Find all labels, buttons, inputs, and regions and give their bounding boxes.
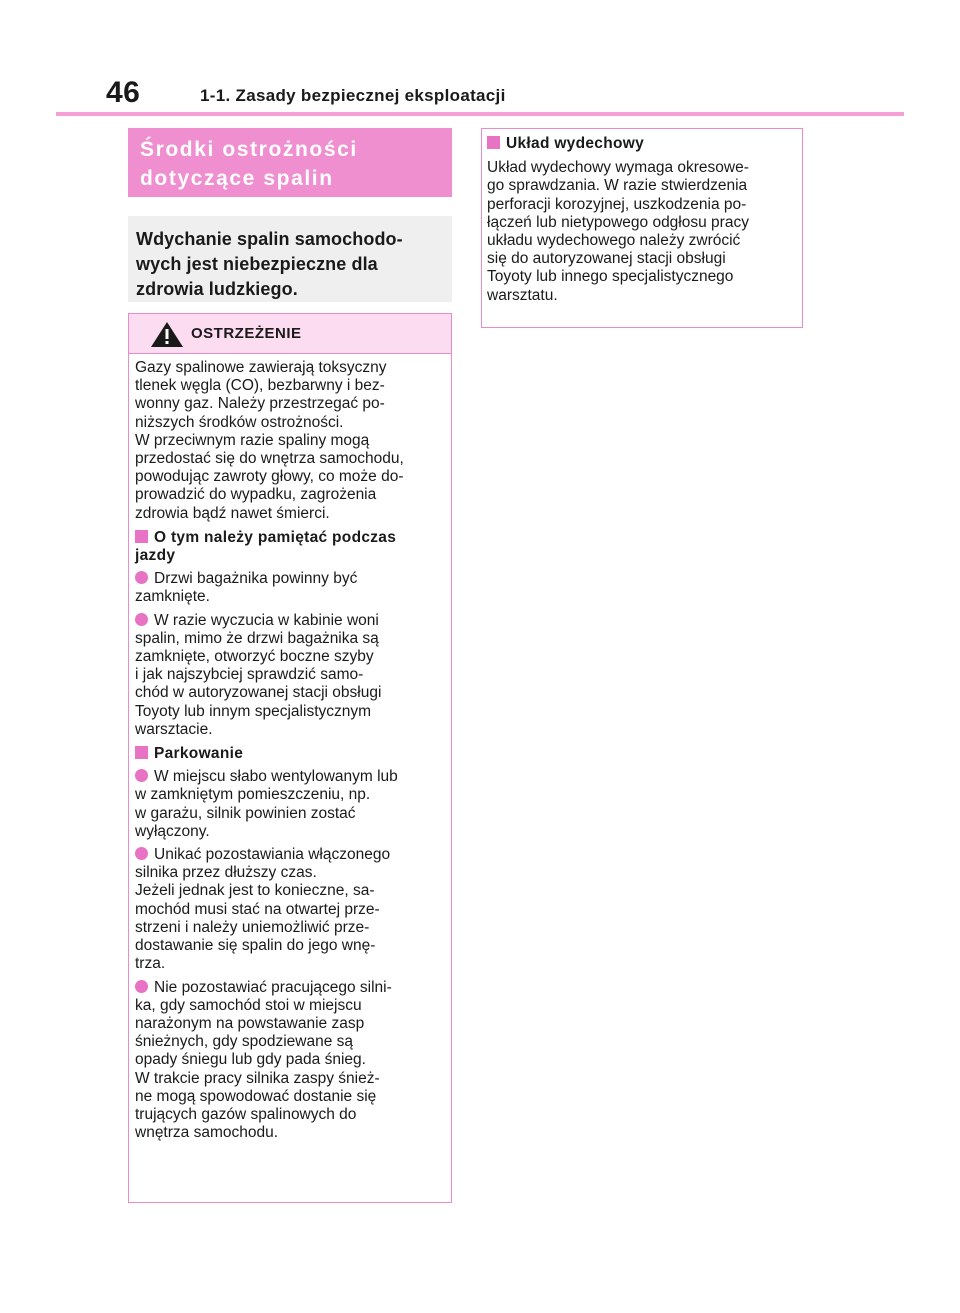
bullet-item bbox=[135, 768, 445, 841]
warning-header bbox=[129, 314, 451, 354]
text-line: W przeciwnym razie spaliny mogą bbox=[135, 431, 370, 449]
lead-line: wych jest niebezpieczne dla bbox=[136, 254, 378, 274]
text-line: strzeni i należy uniemożliwić prze- bbox=[135, 918, 370, 936]
text-line: niższych środków ostrożności. bbox=[135, 413, 344, 431]
text-line: Nie pozostawiać pracującego silni- bbox=[154, 978, 392, 996]
text-line: Toyoty lub innym specjalistycznym bbox=[135, 702, 372, 720]
text-line: zamknięte, otworzyć boczne szyby bbox=[135, 648, 374, 666]
chapter-title-box bbox=[128, 128, 452, 197]
warning-title: OSTRZEŻENIE bbox=[191, 325, 302, 342]
text-line: łączeń lub nietypowego odgłosu pracy bbox=[487, 213, 749, 231]
page-header bbox=[0, 0, 960, 118]
round-bullet-icon bbox=[135, 613, 148, 626]
section-title: 1-1. Zasady bezpiecznej eksploatacji bbox=[200, 86, 506, 105]
text-line: perforacji korozyjnej, uszkodzenia po- bbox=[487, 195, 747, 213]
text-line: W trakcie pracy silnika zaspy śnież- bbox=[135, 1069, 380, 1087]
bullet-item bbox=[135, 979, 445, 1143]
text-line: wonny gaz. Należy przestrzegać po- bbox=[135, 395, 385, 413]
square-bullet-icon bbox=[135, 530, 148, 543]
text-line: spalin, mimo że drzwi bagażnika są bbox=[135, 629, 379, 647]
text-line: trujących gazów spalinowych do bbox=[135, 1105, 357, 1123]
bullet-item bbox=[135, 612, 445, 739]
text-line: W miejscu słabo wentylowanym lub bbox=[154, 768, 398, 786]
text-line: Toyoty lub innego specjalistycznego bbox=[487, 268, 734, 286]
text-line: układu wydechowego należy zwrócić bbox=[487, 232, 741, 250]
text-line: narażonym na powstawanie zasp bbox=[135, 1014, 365, 1032]
text-line: powodując zawroty głowy, co może do- bbox=[135, 468, 404, 486]
text-line: warsztatu. bbox=[487, 286, 558, 304]
text-line: ne mogą spowodować dostanie się bbox=[135, 1087, 377, 1105]
square-bullet-icon bbox=[135, 746, 148, 759]
lead-statement-box bbox=[128, 216, 452, 302]
exhaust-text bbox=[487, 159, 796, 305]
right-column bbox=[481, 128, 803, 328]
text-line: chód w autoryzowanej stacji obsługi bbox=[135, 684, 382, 702]
text-line: go sprawdzania. W razie stwierdzenia bbox=[487, 177, 748, 195]
text-line: w garażu, silnik powinien zostać bbox=[135, 804, 356, 822]
text-line: trza. bbox=[135, 955, 166, 973]
warning-body bbox=[129, 354, 451, 1142]
text-line: tlenek węgla (CO), bezbarwny i bez- bbox=[135, 377, 385, 395]
subheading-driving bbox=[135, 529, 445, 565]
text-line: Jeżeli jednak jest to konieczne, sa- bbox=[135, 882, 375, 900]
round-bullet-icon bbox=[135, 571, 148, 584]
text-line: jazdy bbox=[135, 547, 176, 565]
page-number: 46 bbox=[106, 76, 141, 109]
text-line: zamknięte. bbox=[135, 588, 210, 606]
text-line: zdrowia bądź nawet śmierci. bbox=[135, 504, 330, 522]
round-bullet-icon bbox=[135, 847, 148, 860]
text-line: warsztacie. bbox=[135, 720, 213, 738]
left-column bbox=[128, 128, 452, 1203]
text-line: dostawanie się spalin do jego wnę- bbox=[135, 937, 376, 955]
text-line: Parkowanie bbox=[154, 745, 244, 763]
text-line: prowadzić do wypadku, zagrożenia bbox=[135, 486, 377, 504]
text-line: Gazy spalinowe zawierają toksyczny bbox=[135, 359, 387, 376]
text-line: śnieżnych, gdy spodziewane są bbox=[135, 1033, 353, 1051]
text-line: mochód musi stać na otwartej prze- bbox=[135, 900, 380, 918]
bullet-item bbox=[135, 570, 445, 606]
chapter-title-line: Środki ostrożności bbox=[140, 138, 358, 161]
text-line: Układ wydechowy bbox=[506, 135, 645, 152]
round-bullet-icon bbox=[135, 980, 148, 993]
subheading-parking bbox=[135, 745, 445, 763]
round-bullet-icon bbox=[135, 769, 148, 782]
square-bullet-icon bbox=[487, 136, 500, 149]
chapter-title-line: dotyczące spalin bbox=[140, 167, 334, 190]
exhaust-system-box bbox=[481, 128, 803, 328]
text-line: Drzwi bagażnika powinny być bbox=[154, 570, 358, 588]
text-line: się do autoryzowanej stacji obsługi bbox=[487, 250, 726, 268]
text-line: Układ wydechowy wymaga okresowe- bbox=[487, 159, 749, 177]
text-line: W razie wyczucia w kabinie woni bbox=[154, 611, 379, 629]
text-line: opady śniegu lub gdy pada śnieg. bbox=[135, 1051, 366, 1069]
text-line: Unikać pozostawiania włączonego bbox=[154, 846, 391, 864]
text-line: w zamkniętym pomieszczeniu, np. bbox=[135, 786, 371, 804]
text-line: ka, gdy samochód stoi w miejscu bbox=[135, 996, 362, 1014]
bullet-item bbox=[135, 846, 445, 973]
text-line: wyłączony. bbox=[135, 822, 210, 840]
lead-line: Wdychanie spalin samochodo- bbox=[136, 229, 403, 249]
warning-box bbox=[128, 313, 452, 1203]
text-line: silnika przez dłuższy czas. bbox=[135, 864, 317, 882]
header-divider bbox=[56, 112, 904, 116]
warning-triangle-icon bbox=[150, 321, 184, 348]
text-line: wnętrza samochodu. bbox=[135, 1124, 279, 1142]
lead-line: zdrowia ludzkiego. bbox=[136, 279, 298, 299]
text-line: O tym należy pamiętać podczas bbox=[154, 528, 397, 546]
text-line: przedostać się do wnętrza samochodu, bbox=[135, 450, 404, 468]
subheading-exhaust bbox=[487, 135, 796, 153]
text-line: i jak najszybciej sprawdzić samo- bbox=[135, 666, 364, 684]
warning-intro bbox=[135, 359, 445, 523]
